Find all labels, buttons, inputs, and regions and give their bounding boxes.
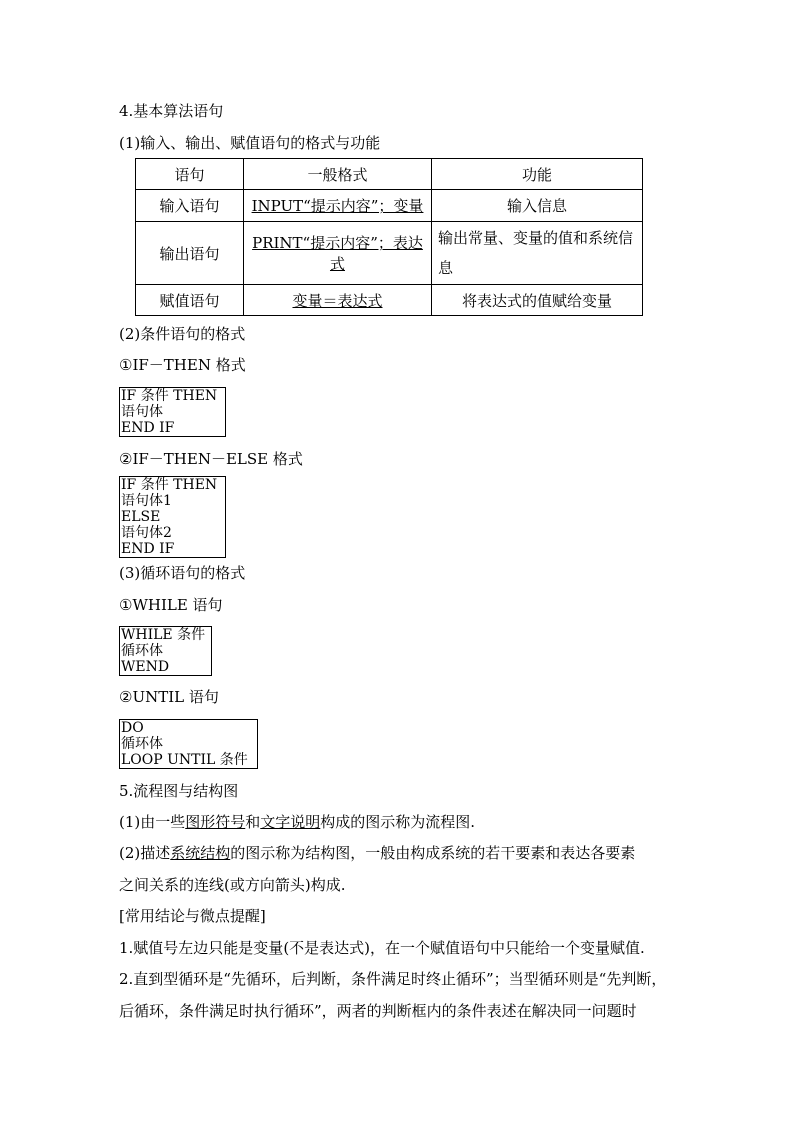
underlined-term: 系统结构 — [170, 844, 231, 862]
section5-heading: 5.流程图与结构图 — [119, 782, 239, 800]
tip-1: 1.赋值号左边只能是变量(不是表达式)，在一个赋值语句中只能给一个变量赋值. — [119, 939, 645, 957]
section5-paragraph-2-cont: 之间关系的连线(或方向箭头)构成. — [119, 876, 346, 894]
code-line: LOOP UNTIL 条件 — [121, 752, 248, 768]
code-line: 语句体1 — [121, 493, 172, 509]
until-title: ②UNTIL 语句 — [119, 688, 219, 706]
format-text: PRINT“提示内容”；表达式 — [252, 234, 423, 273]
code-line: 语句体2 — [121, 525, 172, 541]
table-header: 功能 — [432, 159, 643, 190]
tips-heading: [常用结论与微点提醒] — [119, 907, 266, 925]
section4-sub3: (3)循环语句的格式 — [119, 564, 246, 582]
code-line: IF 条件 THEN — [121, 388, 218, 404]
underlined-term: 图形符号 — [185, 813, 246, 831]
table-cell: 赋值语句 — [136, 285, 244, 316]
code-line: 语句体 — [121, 404, 163, 420]
section4-heading: 4.基本算法语句 — [119, 102, 224, 120]
section5-paragraph-2 — [119, 843, 635, 863]
if-then-title: ①IF－THEN 格式 — [119, 356, 246, 374]
tip-2-line-1: 2.直到型循环是“先循环，后判断，条件满足时终止循环”；当型循环则是“先判断， — [119, 970, 667, 988]
table-cell: 输出常量、变量的值和系统信息 — [432, 222, 643, 285]
table-row — [136, 222, 643, 285]
if-else-title: ②IF－THEN－ELSE 格式 — [119, 450, 303, 468]
table-cell: 输出语句 — [136, 222, 244, 285]
text-span: 和 — [245, 813, 261, 831]
table-cell — [244, 222, 432, 285]
table-cell: 输入语句 — [136, 190, 244, 222]
table-header-row — [136, 159, 643, 190]
section5-paragraph-1 — [119, 812, 475, 832]
table-row — [136, 285, 643, 316]
table-row — [136, 190, 643, 222]
code-line: IF 条件 THEN — [121, 477, 218, 493]
code-line: END IF — [121, 420, 175, 436]
section4-sub1: (1)输入、输出、赋值语句的格式与功能 — [119, 134, 381, 152]
text-span: (2)描述 — [119, 844, 171, 862]
table-cell — [244, 285, 432, 316]
table-cell — [244, 190, 432, 222]
text-span: 构成的图示称为流程图. — [320, 813, 476, 831]
code-line: END IF — [121, 541, 175, 557]
code-line: DO — [121, 720, 144, 736]
format-text: INPUT“提示内容”；变量 — [251, 197, 424, 215]
code-line: 循环体 — [121, 643, 163, 659]
code-line: WHILE 条件 — [121, 627, 206, 643]
format-text: 变量＝表达式 — [292, 291, 383, 310]
if-else-code-box — [119, 476, 226, 558]
if-then-code-box — [119, 387, 226, 437]
section4-sub2: (2)条件语句的格式 — [119, 325, 246, 343]
code-line: 循环体 — [121, 736, 163, 752]
text-span: 的图示称为结构图，一般由构成系统的若干要素和表达各要素 — [230, 844, 636, 862]
while-title: ①WHILE 语句 — [119, 596, 223, 614]
code-line: ELSE — [121, 509, 161, 525]
code-line: WEND — [121, 659, 170, 675]
while-code-box — [119, 626, 212, 676]
table-cell: 输入信息 — [432, 190, 643, 222]
underlined-term: 文字说明 — [260, 813, 321, 831]
text-span: (1)由一些 — [119, 813, 186, 831]
table-cell: 将表达式的值赋给变量 — [432, 285, 643, 316]
table-header: 一般格式 — [244, 159, 432, 190]
statement-table — [135, 158, 643, 316]
tip-2-line-2: 后循环，条件满足时执行循环”，两者的判断框内的条件表述在解决同一问题时 — [119, 1002, 637, 1020]
until-code-box — [119, 719, 258, 769]
table-header: 语句 — [136, 159, 244, 190]
